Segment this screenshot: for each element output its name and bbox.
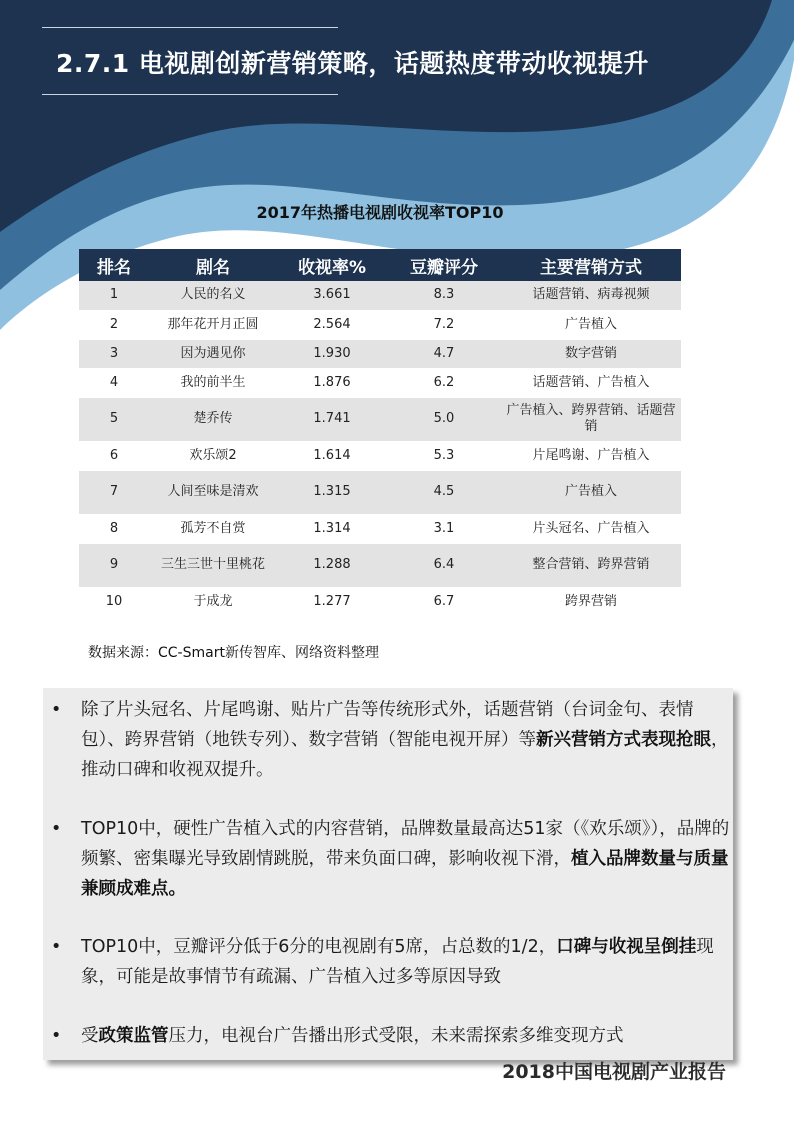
bullet-dot-icon: •: [51, 1026, 62, 1046]
bullet-dot-icon: •: [51, 819, 62, 839]
page-title: 2.7.1 电视剧创新营销策略，话题热度带动收视提升: [56, 49, 649, 78]
cell-marketing: 片尾鸣谢、广告植入: [501, 441, 681, 470]
cell-rating: 3.661: [277, 281, 387, 310]
report-footer: 2018中国电视剧产业报告: [502, 1061, 726, 1083]
cell-name: 于成龙: [149, 587, 277, 616]
cell-marketing: 跨界营销: [501, 587, 681, 616]
table-row: [79, 397, 681, 441]
cell-name: 楚乔传: [149, 397, 277, 441]
cell-name: 欢乐颂2: [149, 441, 277, 470]
bullet-4-text-end: 压力，电视台广告播出形式受限，未来需探索多维变现方式: [168, 1026, 624, 1046]
table-row: [79, 470, 681, 514]
table-row: [79, 368, 681, 397]
cell-marketing: 话题营销、广告植入: [501, 368, 681, 397]
cell-douban: 5.3: [387, 441, 501, 470]
cell-rating: 1.930: [277, 339, 387, 368]
table-title: 2017年热播电视剧收视率TOP10: [256, 203, 504, 222]
cell-rank: 6: [79, 441, 149, 470]
bullet-item-1: [51, 695, 731, 785]
cell-douban: 6.4: [387, 543, 501, 587]
table-row: [79, 339, 681, 368]
cell-marketing: 数字营销: [501, 339, 681, 368]
cell-rank: 9: [79, 543, 149, 587]
column-header-douban: 豆瓣评分: [387, 249, 501, 281]
cell-name: 我的前半生: [149, 368, 277, 397]
cell-name: 那年花开月正圆: [149, 310, 277, 339]
bullet-4-emphasis: 政策监管: [98, 1026, 169, 1046]
cell-name: 孤芳不自赏: [149, 514, 277, 543]
column-header-name: 剧名: [149, 249, 277, 281]
bullet-2-emphasis: 植入品牌数量与质量兼顾成难点。: [81, 849, 729, 899]
table-row: [79, 281, 681, 310]
bullet-3-text-end: 现象，可能是故事情节有疏漏、广告植入过多等原因导致: [81, 937, 714, 987]
bullet-dot-icon: •: [51, 937, 62, 957]
bullet-3-emphasis: 口碑与收视呈倒挂: [556, 937, 697, 957]
column-header-rating: 收视率%: [277, 249, 387, 281]
cell-rank: 10: [79, 587, 149, 616]
cell-marketing: 广告植入、跨界营销、话题营销: [501, 397, 681, 441]
cell-marketing: 广告植入: [501, 470, 681, 514]
cell-rating: 1.614: [277, 441, 387, 470]
cell-rating: 1.314: [277, 514, 387, 543]
cell-rating: 1.315: [277, 470, 387, 514]
cell-douban: 6.7: [387, 587, 501, 616]
table-row: [79, 514, 681, 543]
bullet-3-text: TOP10中，豆瓣评分低于6分的电视剧有5席，占总数的1/2，: [81, 937, 557, 957]
cell-name: 人间至味是清欢: [149, 470, 277, 514]
cell-name: 人民的名义: [149, 281, 277, 310]
table-row: [79, 587, 681, 616]
cell-rating: 1.876: [277, 368, 387, 397]
title-rule-top: [42, 27, 338, 28]
cell-rating: 1.288: [277, 543, 387, 587]
title-rule-bottom: [42, 94, 338, 95]
cell-douban: 4.5: [387, 470, 501, 514]
table-row: [79, 441, 681, 470]
cell-rank: 4: [79, 368, 149, 397]
table-row: [79, 310, 681, 339]
bullet-item-2: [51, 814, 731, 904]
bullet-1-text: 除了片头冠名、片尾鸣谢、贴片广告等传统形式外，话题营销（台词金句、表情包）、跨界营销（地铁专列）、数字营销（智能电视开屏）等: [81, 700, 694, 750]
cell-rank: 8: [79, 514, 149, 543]
cell-rating: 2.564: [277, 310, 387, 339]
cell-rank: 3: [79, 339, 149, 368]
cell-marketing: 整合营销、跨界营销: [501, 543, 681, 587]
table-header-row: [79, 249, 681, 281]
column-header-rank: 排名: [79, 249, 149, 281]
cell-douban: 7.2: [387, 310, 501, 339]
cell-rank: 5: [79, 397, 149, 441]
column-header-marketing: 主要营销方式: [501, 249, 681, 281]
cell-marketing: 话题营销、病毒视频: [501, 281, 681, 310]
bullet-item-3: [51, 932, 731, 992]
cell-rank: 1: [79, 281, 149, 310]
bullet-2-text: TOP10中，硬性广告植入式的内容营销，品牌数量最高达51家（《欢乐颂》），品牌的频繁、密集曝光导致剧情跳脱，带来负面口碑，影响收视下滑，: [81, 819, 730, 869]
data-source-note: 数据来源：CC-Smart新传智库、网络资料整理: [88, 645, 379, 661]
bullet-4-text: 受: [81, 1026, 99, 1046]
cell-marketing: 片头冠名、广告植入: [501, 514, 681, 543]
bullet-dot-icon: •: [51, 700, 62, 720]
key-findings-box: [43, 688, 733, 1060]
bullet-1-text-end: ，推动口碑和收视双提升。: [81, 730, 729, 780]
cell-douban: 6.2: [387, 368, 501, 397]
cell-name: 三生三世十里桃花: [149, 543, 277, 587]
bullet-1-emphasis: 新兴营销方式表现抢眼: [536, 730, 711, 750]
ratings-table: [79, 249, 681, 617]
cell-douban: 5.0: [387, 397, 501, 441]
cell-douban: 3.1: [387, 514, 501, 543]
cell-rank: 7: [79, 470, 149, 514]
cell-rank: 2: [79, 310, 149, 339]
cell-marketing: 广告植入: [501, 310, 681, 339]
table-row: [79, 543, 681, 587]
bullet-item-4: [51, 1021, 731, 1051]
cell-name: 因为遇见你: [149, 339, 277, 368]
cell-rating: 1.277: [277, 587, 387, 616]
cell-rating: 1.741: [277, 397, 387, 441]
cell-douban: 8.3: [387, 281, 501, 310]
cell-douban: 4.7: [387, 339, 501, 368]
